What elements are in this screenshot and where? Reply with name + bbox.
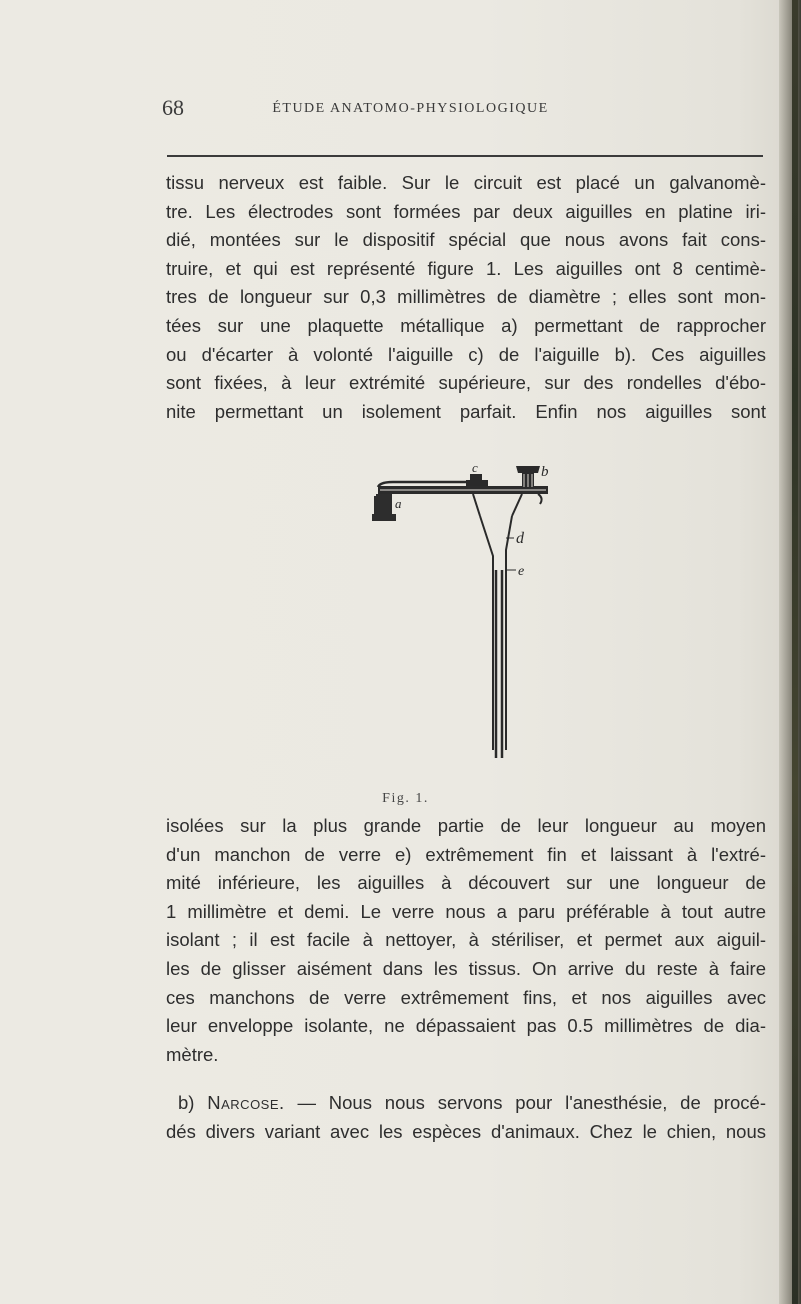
text-line: tissu nerveux est faible. Sur le circuit est placé un galvanomè- — [166, 172, 766, 193]
section-marker: b) — [178, 1092, 195, 1113]
text-line — [166, 1089, 766, 1118]
paragraph-top — [166, 169, 766, 426]
header-rule — [167, 155, 763, 157]
page-number: 68 — [162, 95, 184, 120]
section-text: — Nous nous servons pour l'anesthésie, de procé- — [284, 1092, 766, 1113]
paragraph-narcose — [166, 1089, 766, 1146]
text-line: leur enveloppe isolante, ne dépassaient pas 0.5 millimètres de dia- — [166, 1015, 766, 1037]
text-line: dié, montées sur le dispositif spécial que nous avons fait cons- — [166, 229, 766, 251]
label-a: a — [395, 496, 402, 511]
label-e: e — [518, 564, 525, 579]
text-line: isolant ; il est facile à nettoyer, à stériliser, et permet aux aiguil- — [166, 929, 766, 951]
text-line: ces manchons de verre extrêmement fins, et nos aiguilles avec — [166, 986, 766, 1008]
text-line: nite permettant un isolement parfait. Enfin nos aiguilles sont — [166, 400, 766, 422]
section-heading: Narcose. — [207, 1092, 285, 1113]
text-line: tres de longueur sur 0,3 millimètres de diamètre ; elles sont mon- — [166, 286, 766, 308]
text-line: d'un manchon de verre e) extrêmement fin et laissant à l'extré- — [166, 843, 766, 865]
text-line: tées sur une plaquette métallique a) permettant de rapprocher — [166, 314, 766, 336]
text-line: tre. Les électrodes sont formées par deux aiguilles en platine iri- — [166, 200, 766, 222]
label-d: d — [516, 530, 524, 547]
electrode-figure — [368, 460, 568, 780]
text-line: sont fixées, à leur extrémité supérieure, sur des rondelles d'ébo- — [166, 372, 766, 394]
text-line: mètre. — [166, 1043, 219, 1065]
figure-caption: Fig. 1. — [382, 791, 429, 806]
glass-sleeve-e — [480, 516, 493, 750]
screw-b — [516, 466, 540, 473]
label-c: c — [472, 460, 478, 475]
text-line: les de glisser aisément dans les tissus. On arrive du reste à faire — [166, 957, 766, 979]
text-line: ou d'écarter à volonté l'aiguille c) de l'aiguille b). Ces aiguilles — [166, 343, 766, 365]
text-line: dés divers variant avec les espèces d'animaux. Chez le chien, nous — [166, 1120, 766, 1142]
paragraph-bottom — [166, 812, 766, 1069]
page-edge-shadow — [779, 0, 801, 1304]
label-b: b — [541, 464, 549, 480]
running-head: ÉTUDE ANATOMO-PHYSIOLOGIQUE — [272, 101, 549, 116]
clamp-a — [376, 494, 392, 516]
text-line: 1 millimètre et demi. Le verre nous a paru préférable à tout autre — [166, 900, 766, 922]
text-line: truire, et qui est représenté figure 1. Les aiguilles ont 8 centimè- — [166, 257, 766, 279]
text-line: isolées sur la plus grande partie de leur longueur au moyen — [166, 815, 766, 836]
text-line: mité inférieure, les aiguilles à découvert sur une longueur de — [166, 872, 766, 894]
